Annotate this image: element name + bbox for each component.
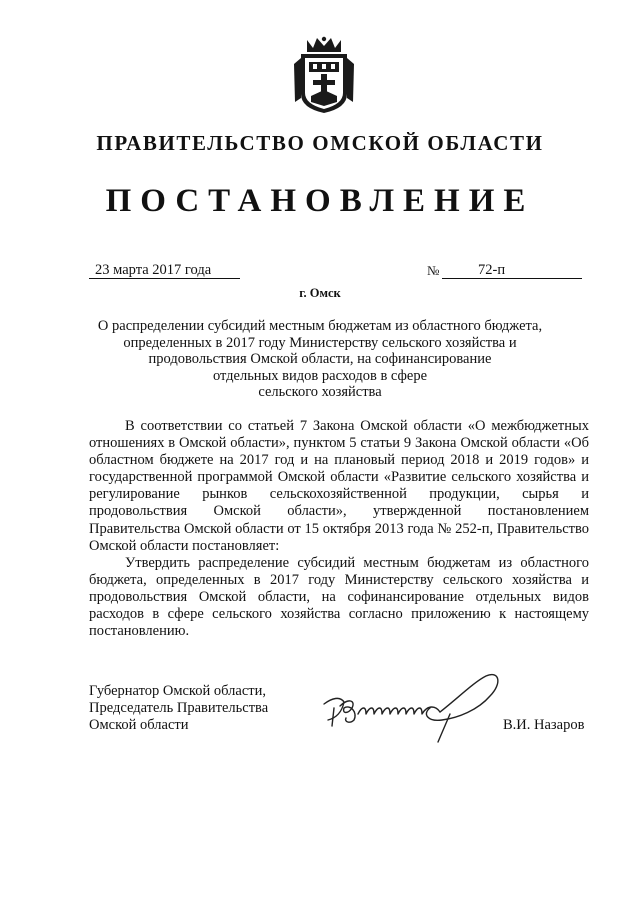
number-sign: № [427,263,440,278]
document-title [80,318,560,401]
handwritten-signature-icon [318,668,506,748]
body-paragraph-preamble: В соответствии со статьей 7 Закона Омской области «О межбюджетных отношениях в Омской области», пунктом 5 статьи 9 Закона Омской области «Об областном бюджете на 2017 год и на плановый период 2018 и 2019 годов» и государственной программой Омской области «Развитие сельского хозяйства и регулирование рынков сельскохозяйственной продукции, сырья и продовольствия Омской области», утвержденной постановлением Правительства Омской области от 15 октября 2013 года № 252-п, Правительство Омской области постановляет: [89,418,589,554]
document-type-heading: ПОСТАНОВЛЕНИЕ [105,183,535,219]
position-line: Губернатор Омской области, [89,683,266,699]
body-paragraph-resolution: Утвердить распределение субсидий местным бюджетам из областного бюджета, определенных в 2017 году Министерству сельского хозяйства и продовольствия Омской области, на софинансирование отдельных видов расходов в сфере сельского хозяйства согласно приложению к настоящему постановлению. [89,554,589,640]
position-line: Председатель Правительства [89,700,269,717]
title-line: отдельных видов расходов в сфере [212,367,428,384]
document-body [89,418,589,640]
authority-title: ПРАВИТЕЛЬСТВО ОМСКОЙ ОБЛАСТИ [96,131,544,155]
document-number: 72-п [442,262,582,279]
title-line: сельского хозяйства [258,384,382,401]
signatory-position [89,683,268,734]
title-line: продовольствия Омской области, на софинансирование [148,351,492,368]
document-date: 23 марта 2017 года [89,262,240,279]
signer-name: В.И. Назаров [503,717,585,733]
title-line: определенных в 2017 году Министерству сельского хозяйства и [123,334,517,351]
position-line: Омской области [89,717,189,734]
issuing-city: г. Омск [299,286,341,300]
title-line: О распределении субсидий местным бюджетам из областного бюджета, [97,318,543,334]
omsk-coat-of-arms-icon [293,36,355,114]
